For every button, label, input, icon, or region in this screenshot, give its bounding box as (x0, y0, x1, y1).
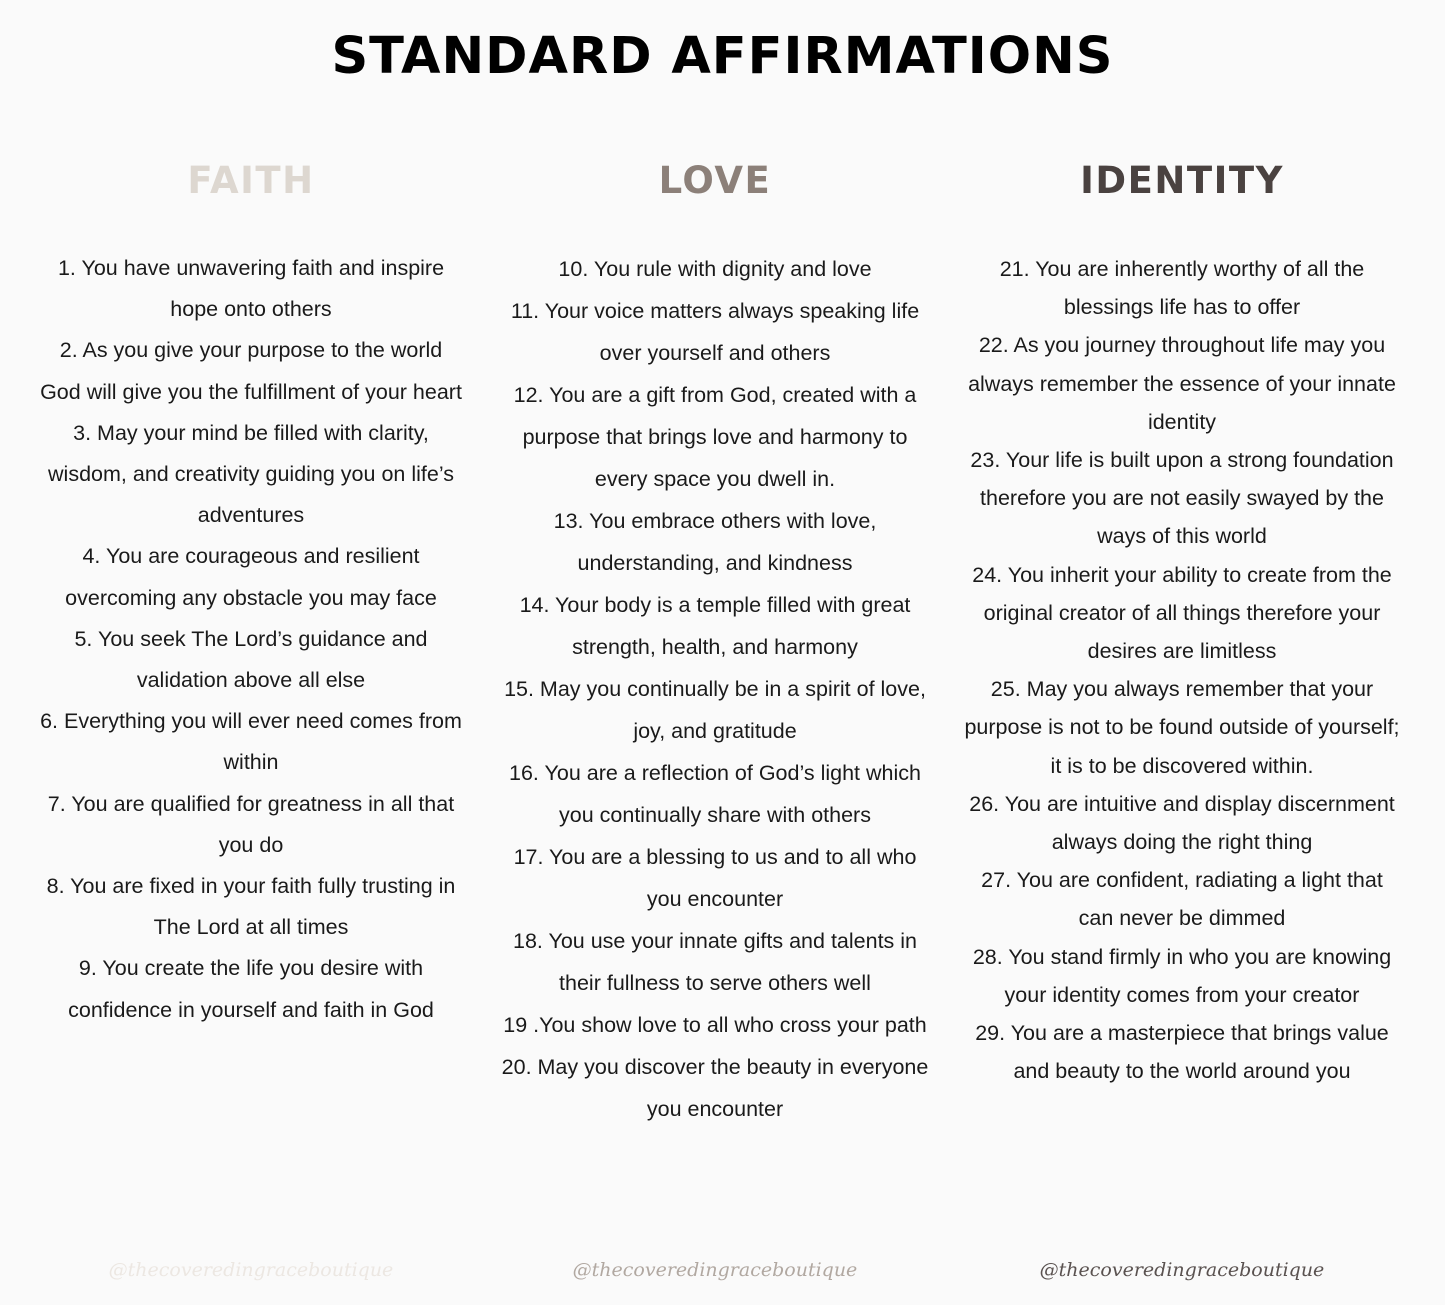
list-item: 22. As you journey throughout life may you always remember the essence of your innate identity (968, 333, 1396, 434)
list-item: 14. Your body is a temple filled with great strength, health, and harmony (519, 593, 911, 659)
list-item: 4. You are courageous and resilient overcoming any obstacle you may face (65, 544, 437, 610)
list-item: 28. You stand firmly in who you are knowing your identity comes from your creator (972, 944, 1392, 1007)
love-heading: LOVE (658, 159, 772, 202)
list-item: 7. You are qualified for greatness in all that you do (47, 791, 455, 857)
faith-watermark: @thecoveredingraceboutique (108, 1259, 394, 1281)
list-item: 5. You seek The Lord’s guidance and validation above all else (74, 626, 428, 693)
list-item: 21. You are inherently worthy of all the blessings life has to offer (999, 257, 1365, 320)
list-item: 24. You inherit your ability to create from the original creator of all things therefore your desires are limitless (972, 562, 1392, 664)
list-item: 26. You are intuitive and display discernment always doing the right thing (969, 791, 1395, 855)
list-item: 23. Your life is built upon a strong foundation therefore you are not easily swayed by the ways of this world (970, 448, 1394, 549)
identity-heading: IDENTITY (1080, 159, 1284, 202)
identity-affirmations-list (962, 250, 1402, 1090)
list-item: 15. May you continually be in a spirit of love, joy, and gratitude (504, 677, 926, 743)
list-item: 16. You are a reflection of God’s light which you continually share with others (509, 761, 921, 827)
list-item: 6. Everything you will ever need comes from within (40, 709, 462, 775)
list-item: 13. You embrace others with love, understanding, and kindness (553, 509, 877, 575)
list-item: 2. As you give your purpose to the world God will give you the fulfillment of your heart (40, 338, 462, 404)
list-item: 19 .You show love to all who cross your path (503, 1013, 927, 1037)
list-item: 9. You create the life you desire with confidence in yourself and faith in God (68, 956, 434, 1022)
list-item: 18. You use your innate gifts and talents in their fullness to serve others well (512, 929, 918, 995)
list-item: 20. May you discover the beauty in everyone you encounter (501, 1055, 929, 1121)
faith-affirmations-list (38, 248, 464, 1031)
love-watermark: @thecoveredingraceboutique (572, 1259, 858, 1281)
list-item: 12. You are a gift from God, created with a purpose that brings love and harmony to every space you dwell in. (513, 383, 917, 491)
list-item: 25. May you always remember that your purpose is not to be found outside of yourself; it is to be discovered within. (964, 677, 1400, 778)
list-item: 17. You are a blessing to us and to all who you encounter (513, 845, 917, 911)
page-title: STANDARD AFFIRMATIONS (331, 27, 1114, 86)
list-item: 1. You have unwavering faith and inspire hope onto others (57, 256, 445, 322)
identity-watermark: @thecoveredingraceboutique (1039, 1259, 1325, 1281)
list-item: 27. You are confident, radiating a light that can never be dimmed (981, 868, 1383, 931)
list-item: 3. May your mind be filled with clarity, wisdom, and creativity guiding you on life’s adventures (48, 420, 454, 528)
list-item: 11. Your voice matters always speaking life over yourself and others (510, 299, 920, 365)
love-affirmations-list (499, 248, 931, 1130)
list-item: 10. You rule with dignity and love (558, 257, 872, 281)
list-item: 29. You are a masterpiece that brings value and beauty to the world around you (975, 1021, 1389, 1084)
list-item: 8. You are fixed in your faith fully trusting in The Lord at all times (46, 874, 456, 940)
faith-heading: FAITH (187, 159, 315, 202)
